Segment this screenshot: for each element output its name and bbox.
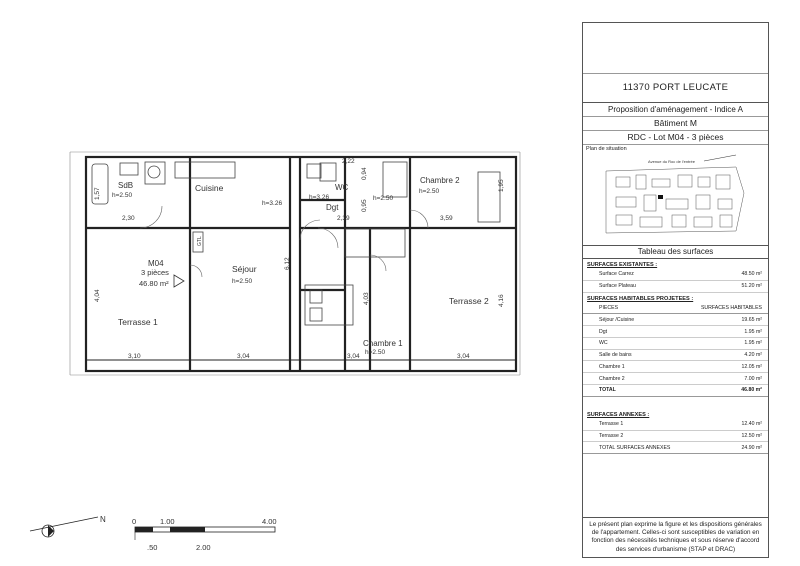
room-wc: WC	[335, 183, 349, 192]
room-sdb: SdB	[118, 181, 134, 190]
room-chambre1: Chambre 1	[363, 339, 403, 348]
north-label: N	[100, 515, 106, 524]
habitable-header: PIECES SURFACES HABITABLES	[583, 303, 768, 315]
location-map	[586, 153, 764, 238]
dim-095: 0,95	[361, 199, 368, 212]
panel-lot-line: RDC - Lot M04 - 3 pièces	[583, 131, 768, 145]
lot-type: 3 pièces	[141, 268, 169, 277]
habitable-row: Chambre 2 7.00 m²	[583, 373, 768, 385]
annex-title: SURFACES ANNEXES :	[587, 411, 650, 418]
existing-title: SURFACES EXISTANTES :	[587, 262, 658, 268]
disclaimer: Le présent plan exprime la figure et les dispositions générales de l'appartement. Celles-ci sont susceptibles de variation en fonction des nécessités techniques et sous réserve d'accord des services d'urbanisme (STAP et DRAC)	[583, 517, 768, 557]
scale-bar	[132, 517, 277, 552]
room-dgt: Dgt	[326, 203, 339, 212]
room-wc-height: h=2.50	[373, 195, 394, 202]
panel-building: Bâtiment M	[583, 117, 768, 131]
habitable-row: Chambre 1 12.05 m²	[583, 361, 768, 373]
dim-359: 3,59	[440, 215, 453, 222]
location-street: Avenue du Roc de l'entrée	[648, 159, 695, 164]
dim-195: 1,95	[498, 179, 505, 192]
room-hall-height: h=3.26	[262, 200, 283, 207]
panel-city: 11370 PORT LEUCATE	[583, 74, 768, 103]
room-chambre1-height: h=2.50	[365, 349, 386, 356]
dim-310: 3,10	[128, 353, 141, 360]
room-sejour: Séjour	[232, 264, 257, 274]
existing-row: Surface Plateau 51.20 m²	[583, 281, 768, 293]
lot-area: 46.80 m²	[139, 279, 169, 288]
dim-612: 6,12	[284, 257, 291, 270]
info-panel	[582, 22, 769, 558]
scale-0: 0	[132, 517, 137, 526]
room-chambre2-height: h=2.50	[419, 188, 440, 195]
panel-logo-area	[583, 23, 768, 74]
habitable-row: Séjour /Cuisine 19.65 m²	[583, 314, 768, 326]
dim-230: 2,30	[122, 215, 135, 222]
dim-239: 2,39	[337, 215, 350, 222]
gtl-label: GTL	[197, 236, 203, 246]
room-sdb-height: h=2.50	[112, 192, 133, 199]
habitable-total: TOTAL 46.80 m²	[583, 385, 768, 397]
dim-157: 1,57	[94, 187, 101, 200]
ground-hatch	[70, 152, 520, 375]
habitable-row: WC 1.95 m²	[583, 338, 768, 350]
dim-094: 0,94	[361, 167, 368, 180]
dim-416: 4,16	[498, 294, 505, 307]
scale-050: .50	[147, 543, 158, 552]
habitable-title: SURFACES HABITABLES PROJETEES :	[587, 295, 694, 302]
entrance-arrow-icon	[174, 275, 184, 287]
location-label: Plan de situation	[586, 146, 627, 152]
scale-2: 2.00	[196, 543, 211, 552]
existing-row: Surface Carrez 48.50 m²	[583, 269, 768, 281]
room-chambre2: Chambre 2	[420, 176, 460, 185]
annex-row: Terrasse 1 12.40 m²	[583, 419, 768, 431]
surfaces-table-title: Tableau des surfaces	[583, 245, 768, 259]
scale-4: 4.00	[262, 517, 277, 526]
annex-row: Terrasse 2 12.50 m²	[583, 431, 768, 443]
panel-proposal: Proposition d'aménagement - Indice A	[583, 103, 768, 117]
room-sejour-height: h=2.50	[232, 278, 253, 285]
scale-1: 1.00	[160, 517, 175, 526]
habitable-row: Salle de bains 4.20 m²	[583, 350, 768, 362]
habitable-row: Dgt 1.95 m²	[583, 326, 768, 338]
lot-code: M04	[148, 259, 164, 268]
dim-403: 4,03	[363, 292, 370, 305]
dim-304-b: 3,04	[347, 353, 360, 360]
room-terrasse2: Terrasse 2	[449, 296, 489, 306]
north-arrow-icon	[30, 515, 106, 537]
dim-222: 2,22	[342, 158, 355, 165]
annex-total: TOTAL SURFACES ANNEXES 24.90 m²	[583, 442, 768, 454]
dim-404: 4,04	[94, 289, 101, 302]
fixtures	[92, 162, 500, 325]
room-cuisine: Cuisine	[195, 183, 224, 193]
dim-304-c: 3,04	[457, 353, 470, 360]
room-dgt-height: h=3.26	[309, 194, 330, 201]
dim-304-a: 3,04	[237, 353, 250, 360]
room-terrasse1: Terrasse 1	[118, 317, 158, 327]
